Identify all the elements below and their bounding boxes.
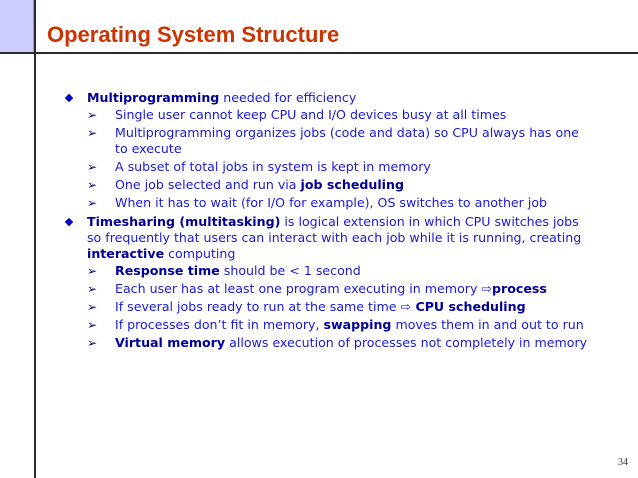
sub-bullet-text: When it has to wait (for I/O for example), OS switches to another job — [115, 195, 548, 210]
sub-bullet-text: Each user has at least one program executing in memory — [115, 281, 482, 296]
bullet-text: needed for efficiency — [219, 90, 357, 105]
sub-bullet-text: If processes don’t fit in memory, — [115, 317, 324, 332]
sub-bullet — [60, 335, 590, 351]
sub-bullet — [60, 195, 590, 211]
sub-bullet-text: Multiprogramming organizes jobs (code and data) so CPU always has one to execute — [115, 125, 579, 156]
sub-bullet-bold-term: process — [491, 281, 547, 296]
sub-bullet-text: should be < 1 second — [219, 263, 361, 278]
slide-title: Operating System Structure — [47, 22, 340, 47]
sub-bullet-bold-term: swapping — [323, 317, 392, 332]
arrowhead-icon: ➢ — [87, 264, 98, 278]
arrowhead-icon: ➢ — [87, 336, 98, 350]
horizontal-divider — [0, 52, 638, 54]
bullet-bold-term-interactive: interactive — [87, 246, 165, 261]
sub-bullet-text: allows execution of processes not completely in memory — [225, 335, 588, 350]
corner-decoration — [0, 0, 34, 53]
right-arrow-icon: ⇨ — [481, 281, 492, 296]
sub-bullet-bold-term: Virtual memory — [115, 335, 226, 350]
sub-bullet-text: A subset of total jobs in system is kept in memory — [115, 159, 431, 174]
sub-bullet-bold-term: job scheduling — [300, 177, 404, 192]
sub-bullet — [60, 263, 590, 279]
sub-bullet-text-end: moves them in and out to run — [391, 317, 584, 332]
right-arrow-icon: ⇨ — [400, 299, 412, 314]
slide-body — [60, 90, 590, 353]
sub-bullet-bold-term: Response time — [115, 263, 220, 278]
sub-bullet — [60, 125, 590, 157]
sub-bullet — [60, 281, 590, 297]
bullet-text-end: computing — [164, 246, 236, 261]
diamond-icon — [65, 94, 73, 102]
sub-bullet — [60, 159, 590, 175]
bullet-bold-term: Timesharing (multitasking) — [87, 214, 281, 229]
arrowhead-icon: ➢ — [87, 160, 98, 174]
arrowhead-icon: ➢ — [87, 126, 98, 140]
arrowhead-icon: ➢ — [87, 282, 98, 296]
arrowhead-icon: ➢ — [87, 108, 98, 122]
arrowhead-icon: ➢ — [87, 318, 98, 332]
sub-bullet-bold-term: CPU scheduling — [411, 299, 526, 314]
arrowhead-icon: ➢ — [87, 196, 98, 210]
bullet-bold-term: Multiprogramming — [87, 90, 220, 105]
bullet-text: is logical extension in which CPU switches jobs so frequently that users can interact with each job while it is running, creating — [87, 214, 582, 245]
bullet-multiprogramming — [60, 90, 590, 106]
sub-bullet-text: If several jobs ready to run at the same time — [115, 299, 401, 314]
sub-bullet — [60, 317, 590, 333]
bullet-timesharing — [60, 214, 590, 262]
sub-bullet — [60, 299, 590, 315]
page-number: 34 — [618, 457, 628, 468]
sub-bullet — [60, 107, 590, 123]
sub-bullet — [60, 177, 590, 193]
vertical-divider — [34, 0, 36, 478]
sub-bullet-text: Single user cannot keep CPU and I/O devices busy at all times — [115, 107, 507, 122]
arrowhead-icon: ➢ — [87, 178, 98, 192]
sub-bullet-text: One job selected and run via — [115, 177, 301, 192]
diamond-icon — [65, 218, 73, 226]
arrowhead-icon: ➢ — [87, 300, 98, 314]
